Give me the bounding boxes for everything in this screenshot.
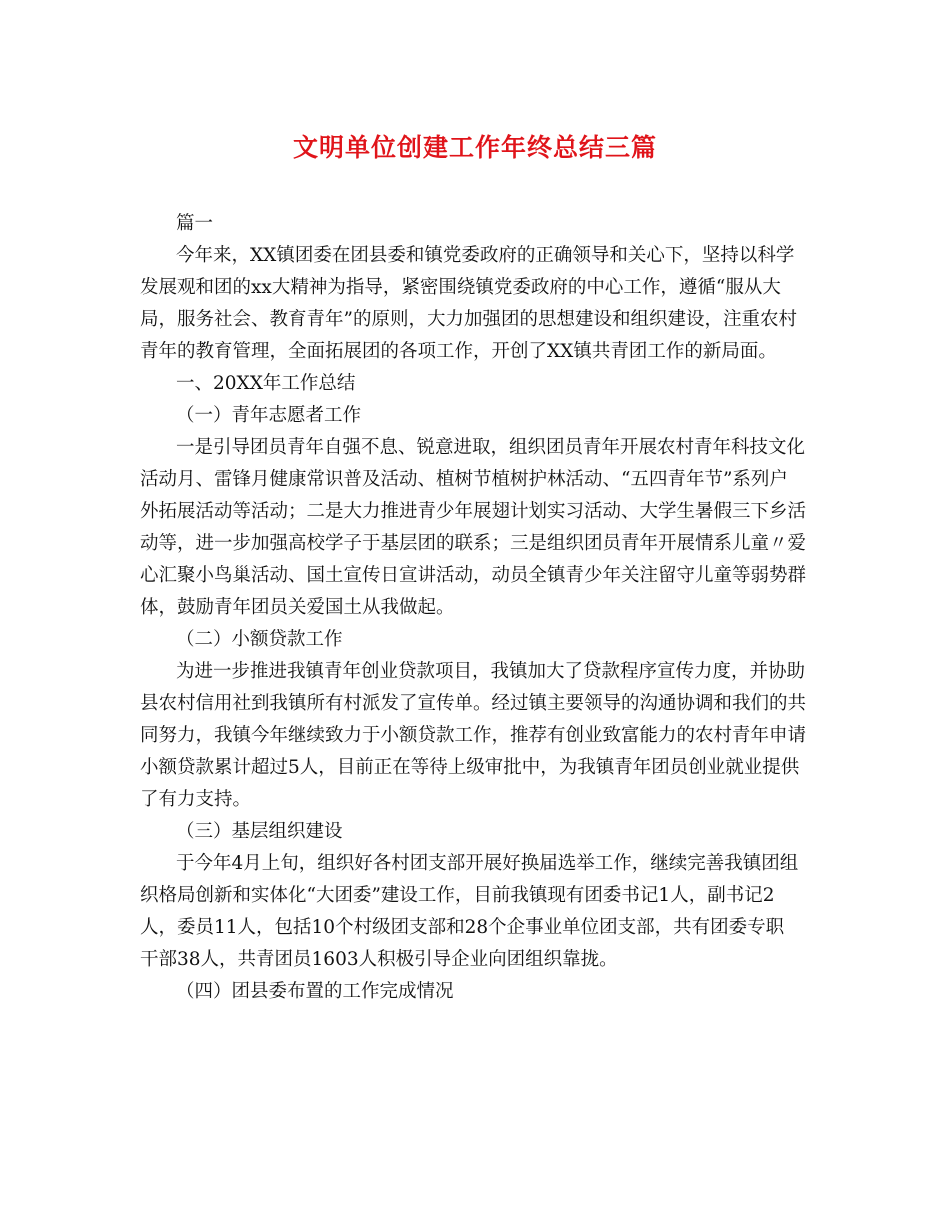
body-line: 干部38人，共青团员1603人积极引导企业向团组织靠拢。 <box>140 949 618 970</box>
body-line: 体，鼓励青年团员关爱国土从我做起。 <box>140 597 455 618</box>
document-title: 文明单位创建工作年终总结三篇 <box>292 133 657 162</box>
body-line: 篇一 <box>176 213 214 234</box>
body-line: 活动月、雷锋月健康常识普及活动、植树节植树护林活动、“五四青年节”系列户 <box>140 469 788 490</box>
body-line: 为进一步推进我镇青年创业贷款项目，我镇加大了贷款程序宣传力度，并协助 <box>176 661 806 682</box>
body-line: 织格局创新和实体化“大团委”建设工作，目前我镇现有团委书记1人，副书记2 <box>140 885 775 906</box>
body-line: 人，委员11人，包括10个村级团支部和28个企事业单位团支部，共有团委专职 <box>140 917 785 938</box>
body-line: 一是引导团员青年自强不息、锐意进取，组织团员青年开展农村青年科技文化 <box>176 437 806 458</box>
body-line: 外拓展活动等活动；二是大力推进青少年展翅计划实习活动、大学生暑假三下乡活 <box>140 501 807 522</box>
body-line: 发展观和团的xx大精神为指导，紧密围绕镇党委政府的中心工作，遵循“服从大 <box>140 277 781 298</box>
body-line: （三）基层组织建设 <box>176 821 343 842</box>
body-line: 局，服务社会、教育青年”的原则，大力加强团的思想建设和组织建设，注重农村 <box>140 309 797 330</box>
body-line: 县农村信用社到我镇所有村派发了宣传单。经过镇主要领导的沟通协调和我们的共 <box>140 693 807 714</box>
body-line: 于今年4月上旬，组织好各村团支部开展好换届选举工作，继续完善我镇团组 <box>176 853 799 874</box>
body-line: 小额贷款累计超过5人，目前正在等待上级审批中，为我镇青年团员创业就业提供 <box>140 757 800 778</box>
body-line: （四）团县委布置的工作完成情况 <box>176 981 454 1002</box>
body-line: （二）小额贷款工作 <box>176 629 343 650</box>
body-line: 心汇聚小鸟巢活动、国土宣传日宣讲活动，动员全镇青少年关注留守儿童等弱势群 <box>140 565 807 586</box>
body-line: 动等，进一步加强高校学子于基层团的联系；三是组织团员青年开展情系儿童〃爱 <box>140 533 807 554</box>
document-body <box>140 208 820 1008</box>
body-line: 青年的教育管理，全面拓展团的各项工作，开创了XX镇共青团工作的新局面。 <box>140 341 777 362</box>
body-line: 今年来，XX镇团委在团县委和镇党委政府的正确领导和关心下，坚持以科学 <box>176 245 795 266</box>
body-line: （一）青年志愿者工作 <box>176 405 362 426</box>
body-line: 同努力，我镇今年继续致力于小额贷款工作，推荐有创业致富能力的农村青年申请 <box>140 725 807 746</box>
body-line: 一、20XX年工作总结 <box>176 373 356 394</box>
body-line: 了有力支持。 <box>140 789 252 810</box>
